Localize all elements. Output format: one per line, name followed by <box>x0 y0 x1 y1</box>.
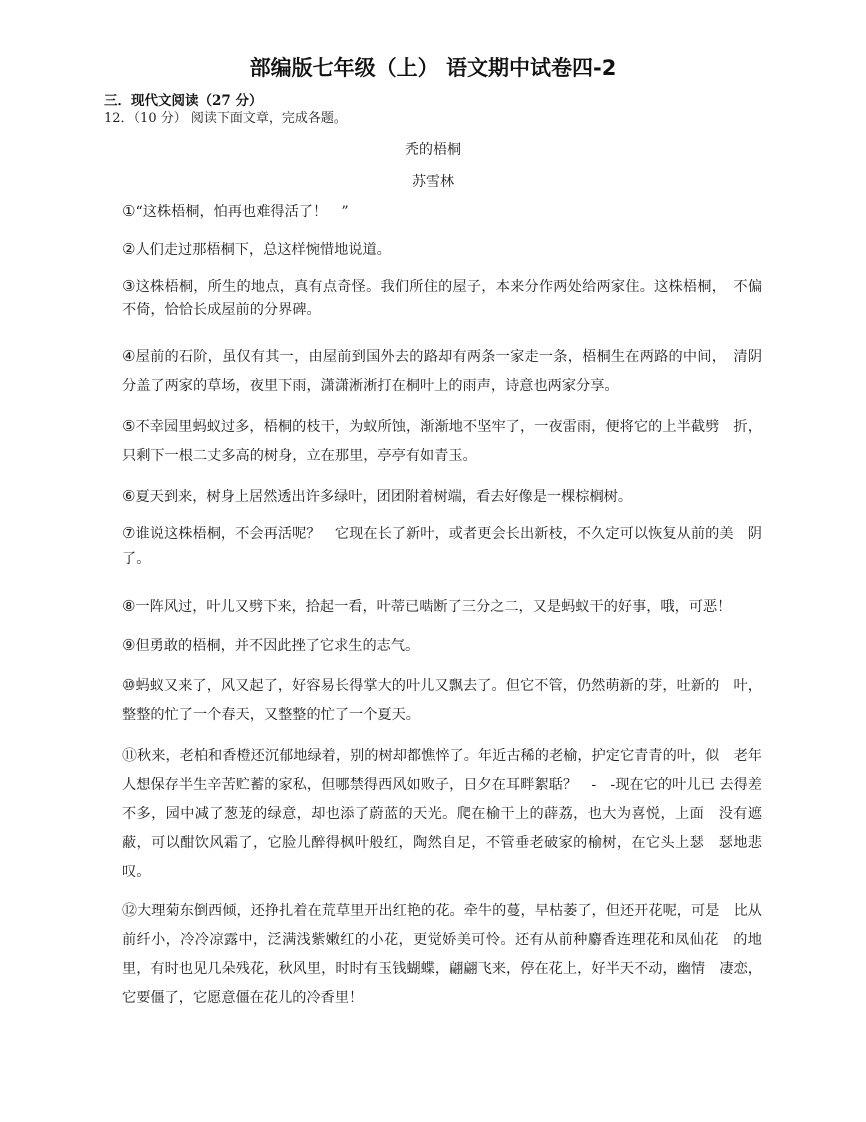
paragraph-text: 夏天到来，树身上居然透出许多绿叶，团团附着树端，看去好像是一棵棕榈树。 <box>135 489 633 505</box>
paragraph-text: 一阵风过，叶儿又劈下来，拾起一看，叶蒂已啮断了三分之二，又是蚂蚁干的好事，哦，可恶！ <box>135 599 732 615</box>
paragraph-text: 秋来，老柏和香橙还沉郁地绿着，别的树却都憔悴了。年近古稀的老榆，护定它青青的叶，似 老年人想保存半生辛苦贮蓄的家私，但哪禁得西风如败子，日夕在耳畔絮聒？ - -现在它的叶儿已 去得差不多，园中减了葱茏的绿意，却也添了蔚蓝的天光。爬在榆干上的薜荔，也大为喜悦，上面 没有遮蔽，可以酣饮风霜了，它脸儿醉得枫叶般红，陶然自足，不管垂老破家的榆树，在它头上瑟 瑟地悲叹。 <box>122 748 762 880</box>
paragraph-1 <box>122 197 762 227</box>
paragraph-text: 人们走过那梧桐下，总这样惋惜地说道。 <box>135 242 391 258</box>
article-title: 秃的梧桐 <box>405 142 461 158</box>
paragraph-number: ⑨ <box>122 636 136 654</box>
paragraph-number: ③ <box>122 277 136 295</box>
paragraph-12 <box>122 896 762 1013</box>
paragraph-text: 这株梧桐，所生的地点，真有点奇怪。我们所住的屋子，本来分作两处给两家住。这株梧桐， 不偏不倚，恰恰长成屋前的分界碑。 <box>122 279 763 318</box>
paragraph-number: ⑩ <box>122 676 136 694</box>
paragraph-8 <box>122 592 762 622</box>
paragraph-number: ⑪ <box>122 746 138 764</box>
paragraph-number: ⑤ <box>122 417 136 435</box>
paragraph-3 <box>122 275 762 322</box>
paragraph-number: ② <box>122 240 136 258</box>
paragraph-text: 蚂蚁又来了，风又起了，好容易长得掌大的叶儿又飘去了。但它不管，仍然萌新的芽，吐新的 叶，整整的忙了一个春天，又整整的忙了一个夏天。 <box>122 678 762 723</box>
paragraph-number: ① <box>122 202 136 220</box>
paragraph-4 <box>122 342 762 401</box>
paragraph-text: 谁说这株梧桐，不会再活呢？ 它现在长了新叶，或者更会长出新枝，不久定可以恢复从前的美 阴了。 <box>122 526 762 567</box>
paragraph-7 <box>122 521 762 572</box>
section-heading: 三．现代文阅读（27 分） <box>104 93 263 109</box>
paragraph-number: ⑥ <box>122 487 136 505</box>
paragraph-2 <box>122 235 762 265</box>
paragraph-text: 大理菊东倒西倾，还挣扎着在荒草里开出红艳的花。牵牛的蔓，早枯萎了，但还开花呢，可是 比从前纤小，冷冷凉露中，泛满浅紫嫩红的小花，更觉娇美可怜。还有从前种麝香连理花和凤仙花 的地里，有时也见几朵残花，秋风里，时时有玉钱蝴蝶，翩翩飞来，停在花上，好半天不动，幽情 凄恋，它要僵了，它愿意僵在花儿的冷香里！ <box>122 903 762 1006</box>
paragraph-number: ⑦ <box>122 524 136 542</box>
question-prompt: 12．（10 分） 阅读下面文章，完成各题。 <box>104 111 347 126</box>
article-author: 苏雪林 <box>412 174 454 190</box>
paragraph-text: “这株梧桐，怕再也难得活了！ ” <box>135 204 349 220</box>
paragraph-text: 但勇敢的梧桐，并不因此挫了它求生的志气。 <box>135 638 420 654</box>
paragraph-number: ⑫ <box>122 901 138 919</box>
paragraph-5 <box>122 412 762 471</box>
paragraph-number: ⑧ <box>122 597 136 615</box>
paragraph-number: ④ <box>122 347 136 365</box>
paragraph-text: 不幸园里蚂蚁过多，梧桐的枝干，为蚁所蚀，渐渐地不坚牢了，一夜雷雨，便将它的上半截劈 折，只剩下一根二丈多高的树身，立在那里，亭亭有如青玉。 <box>122 419 762 464</box>
paragraph-11 <box>122 741 762 887</box>
document-title: 部编版七年级（上） 语文期中试卷四-2 <box>249 56 617 80</box>
paragraph-6 <box>122 482 762 512</box>
paragraph-text: 屋前的石阶，虽仅有其一，由屋前到国外去的路却有两条一家走一条，梧桐生在两路的中间， 清阴分盖了两家的草场，夜里下雨，潇潇淅淅打在桐叶上的雨声，诗意也两家分享。 <box>122 349 763 394</box>
paragraph-10 <box>122 671 762 730</box>
paragraph-9 <box>122 631 762 661</box>
